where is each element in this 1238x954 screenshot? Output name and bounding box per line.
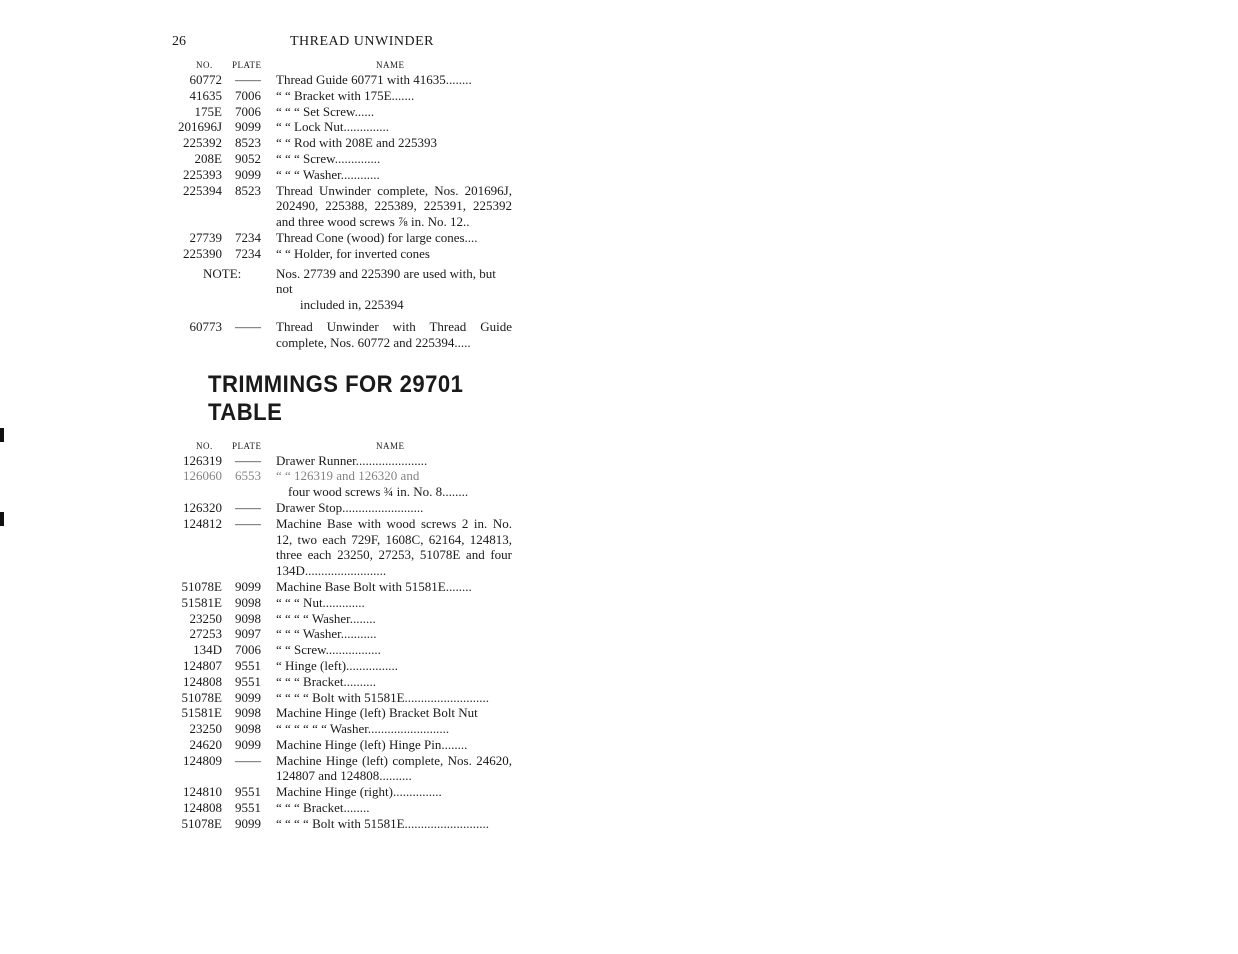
part-no: 51581E bbox=[181, 594, 222, 610]
table-row bbox=[172, 658, 522, 674]
plate-no: 8523 bbox=[235, 182, 261, 198]
part-no: 126320 bbox=[183, 499, 222, 515]
part-name: “ “ Holder, for inverted cones bbox=[276, 245, 430, 261]
table-row bbox=[172, 246, 522, 262]
plate-no: 8523 bbox=[235, 135, 261, 151]
note bbox=[172, 266, 522, 313]
part-name: Machine Hinge (left) Hinge Pin........ bbox=[276, 736, 468, 752]
table-row bbox=[172, 611, 522, 627]
part-name: “ “ Bracket with 175E....... bbox=[276, 87, 415, 103]
part-name: Machine Hinge (right)............... bbox=[276, 784, 442, 800]
plate-no: —— bbox=[235, 318, 261, 334]
part-name: “ “ “ Screw.............. bbox=[276, 150, 381, 166]
table-row bbox=[172, 104, 522, 120]
table-row bbox=[172, 167, 522, 183]
part-no: 124808 bbox=[183, 800, 222, 816]
table-row bbox=[172, 500, 522, 516]
scan-edge-mark-bottom bbox=[0, 512, 4, 526]
part-name: Machine Hinge (left) Bracket Bolt Nut bbox=[276, 705, 478, 721]
part-name: Thread Unwinder complete, Nos. 201696J, 202490, 225388, 225389, 225391, 225392 and three wood screws ⅞ in. No. 12.. bbox=[276, 182, 512, 230]
part-name: Machine Hinge (left) complete, Nos. 24620, 124807 and 124808.......... bbox=[276, 752, 512, 784]
plate-no: 7006 bbox=[235, 87, 261, 103]
table-row bbox=[172, 230, 522, 246]
note-label: NOTE: bbox=[203, 265, 242, 281]
page-number: 26 bbox=[172, 34, 186, 49]
part-no: 51078E bbox=[181, 578, 222, 594]
part-name: “ “ Screw................. bbox=[276, 642, 381, 658]
scan-edge-mark-top bbox=[0, 428, 4, 442]
col-plate: PLATE bbox=[232, 60, 262, 70]
part-name: “ “ “ “ Washer........ bbox=[276, 610, 376, 626]
plate-no: 9099 bbox=[235, 815, 261, 831]
table-row bbox=[172, 737, 522, 753]
part-no: 208E bbox=[194, 150, 222, 166]
part-name: “ “ “ Nut............. bbox=[276, 594, 365, 610]
part-no: 124812 bbox=[183, 515, 222, 531]
plate-no: 9052 bbox=[235, 150, 261, 166]
table-row bbox=[172, 595, 522, 611]
table-row bbox=[172, 800, 522, 816]
part-no: 23250 bbox=[189, 610, 222, 626]
col-name: NAME bbox=[376, 440, 405, 451]
part-name: “ “ “ Bracket........ bbox=[276, 800, 370, 816]
plate-no: 9099 bbox=[235, 119, 261, 135]
part-no: 41635 bbox=[189, 87, 222, 103]
part-name: “ Hinge (left)................ bbox=[276, 657, 399, 673]
table-row bbox=[172, 816, 522, 832]
part-no: 225393 bbox=[183, 166, 222, 182]
part-no: 51078E bbox=[181, 689, 222, 705]
plate-no: 9098 bbox=[235, 594, 261, 610]
part-no: 134D bbox=[193, 642, 222, 658]
section-title: TRIMMINGS FOR 29701 TABLE bbox=[208, 370, 464, 426]
part-name: four wood screws ¾ in. No. 8........ bbox=[288, 484, 469, 500]
part-name: Thread Guide 60771 with 41635........ bbox=[276, 72, 472, 87]
part-name: “ “ “ “ Bolt with 51581E.......................... bbox=[276, 815, 490, 831]
col-plate: PLATE bbox=[232, 440, 262, 451]
part-no: 175E bbox=[194, 103, 222, 119]
part-no: 126060 bbox=[183, 468, 222, 484]
plate-no: —— bbox=[235, 752, 261, 768]
table-row bbox=[172, 784, 522, 800]
plate-no: 9098 bbox=[235, 705, 261, 721]
plate-no: 9551 bbox=[235, 673, 261, 689]
part-name: “ “ “ Set Screw...... bbox=[276, 103, 375, 119]
column-headers-2 bbox=[172, 441, 522, 453]
col-name: NAME bbox=[376, 60, 405, 70]
plate-no: 9097 bbox=[235, 626, 261, 642]
table-row bbox=[172, 642, 522, 658]
part-name: “ “ “ “ “ “ Washer......................... bbox=[276, 721, 450, 737]
catalog-page bbox=[172, 30, 522, 832]
part-name: “ “ “ Bracket.......... bbox=[276, 673, 376, 689]
table-row bbox=[172, 484, 522, 500]
plate-no: 9551 bbox=[235, 800, 261, 816]
part-name: “ “ Lock Nut.............. bbox=[276, 119, 390, 135]
plate-no: 9551 bbox=[235, 657, 261, 673]
part-no: 60772 bbox=[189, 72, 222, 87]
plate-no: 7234 bbox=[235, 229, 261, 245]
part-no: 124810 bbox=[183, 784, 222, 800]
plate-no: 6553 bbox=[235, 468, 261, 484]
table-row bbox=[172, 151, 522, 167]
table-row bbox=[172, 119, 522, 135]
plate-no: —— bbox=[235, 72, 261, 87]
running-title: THREAD UNWINDER bbox=[290, 34, 434, 49]
part-name: “ “ “ Washer............ bbox=[276, 166, 380, 182]
part-name: “ “ Rod with 208E and 225393 bbox=[276, 135, 438, 151]
part-name: “ “ “ Washer........... bbox=[276, 626, 377, 642]
part-no: 27253 bbox=[189, 626, 222, 642]
part-no: 51078E bbox=[181, 815, 222, 831]
parts-row-final bbox=[172, 319, 522, 351]
table-row bbox=[172, 721, 522, 737]
part-no: 126319 bbox=[183, 452, 222, 468]
part-no: 24620 bbox=[189, 736, 222, 752]
plate-no: 7234 bbox=[235, 245, 261, 261]
part-no: 201696J bbox=[177, 119, 222, 135]
table-row bbox=[172, 183, 522, 230]
table-row bbox=[172, 753, 522, 785]
part-no: 124808 bbox=[183, 673, 222, 689]
table-row bbox=[172, 88, 522, 104]
plate-no: 9098 bbox=[235, 610, 261, 626]
plate-no: 9099 bbox=[235, 689, 261, 705]
table-row bbox=[172, 626, 522, 642]
table-row bbox=[172, 453, 522, 469]
plate-no: 7006 bbox=[235, 642, 261, 658]
plate-no: 9099 bbox=[235, 166, 261, 182]
part-name: Machine Base with wood screws 2 in. No. 12, two each 729F, 1608C, 62164, 124813, three each 23250, 27253, 51078E and four 134D......................... bbox=[276, 515, 512, 579]
plate-no: 9099 bbox=[235, 578, 261, 594]
plate-no: —— bbox=[235, 452, 261, 468]
plate-no: 9551 bbox=[235, 784, 261, 800]
part-no: 23250 bbox=[189, 721, 222, 737]
parts-table-2 bbox=[172, 453, 522, 832]
plate-no: 9099 bbox=[235, 736, 261, 752]
part-name: Drawer Stop......................... bbox=[276, 499, 424, 515]
part-no: 51581E bbox=[181, 705, 222, 721]
part-no: 225394 bbox=[183, 182, 222, 198]
table-row bbox=[172, 72, 522, 88]
table-row bbox=[172, 674, 522, 690]
col-no: NO. bbox=[196, 60, 213, 70]
part-no: 225392 bbox=[183, 135, 222, 151]
col-no: NO. bbox=[196, 440, 213, 451]
part-no: 124807 bbox=[183, 657, 222, 673]
table-row bbox=[172, 705, 522, 721]
part-no: 60773 bbox=[189, 318, 222, 334]
parts-table-1 bbox=[172, 72, 522, 262]
plate-no: 7006 bbox=[235, 103, 261, 119]
table-row bbox=[172, 579, 522, 595]
plate-no: —— bbox=[235, 499, 261, 515]
table-row bbox=[172, 690, 522, 706]
part-no: 27739 bbox=[189, 229, 222, 245]
note-line-2: included in, 225394 bbox=[300, 297, 404, 313]
part-name: Machine Base Bolt with 51581E........ bbox=[276, 578, 472, 594]
table-row bbox=[172, 135, 522, 151]
note-line-1: Nos. 27739 and 225390 are used with, but not bbox=[276, 265, 496, 297]
part-name: Thread Unwinder with Thread Guide complete, Nos. 60772 and 225394..... bbox=[276, 318, 512, 350]
table-row bbox=[172, 516, 522, 579]
part-name: “ “ 126319 and 126320 and bbox=[276, 468, 420, 484]
part-no: 225390 bbox=[183, 245, 222, 261]
part-name: “ “ “ “ Bolt with 51581E.......................... bbox=[276, 689, 490, 705]
plate-no: 9098 bbox=[235, 721, 261, 737]
part-name: Drawer Runner...................... bbox=[276, 452, 428, 468]
plate-no: —— bbox=[235, 515, 261, 531]
page-header bbox=[172, 30, 522, 60]
table-row bbox=[172, 468, 522, 484]
part-name: Thread Cone (wood) for large cones.... bbox=[276, 229, 478, 245]
part-no: 124809 bbox=[183, 752, 222, 768]
column-headers-1 bbox=[172, 60, 522, 72]
